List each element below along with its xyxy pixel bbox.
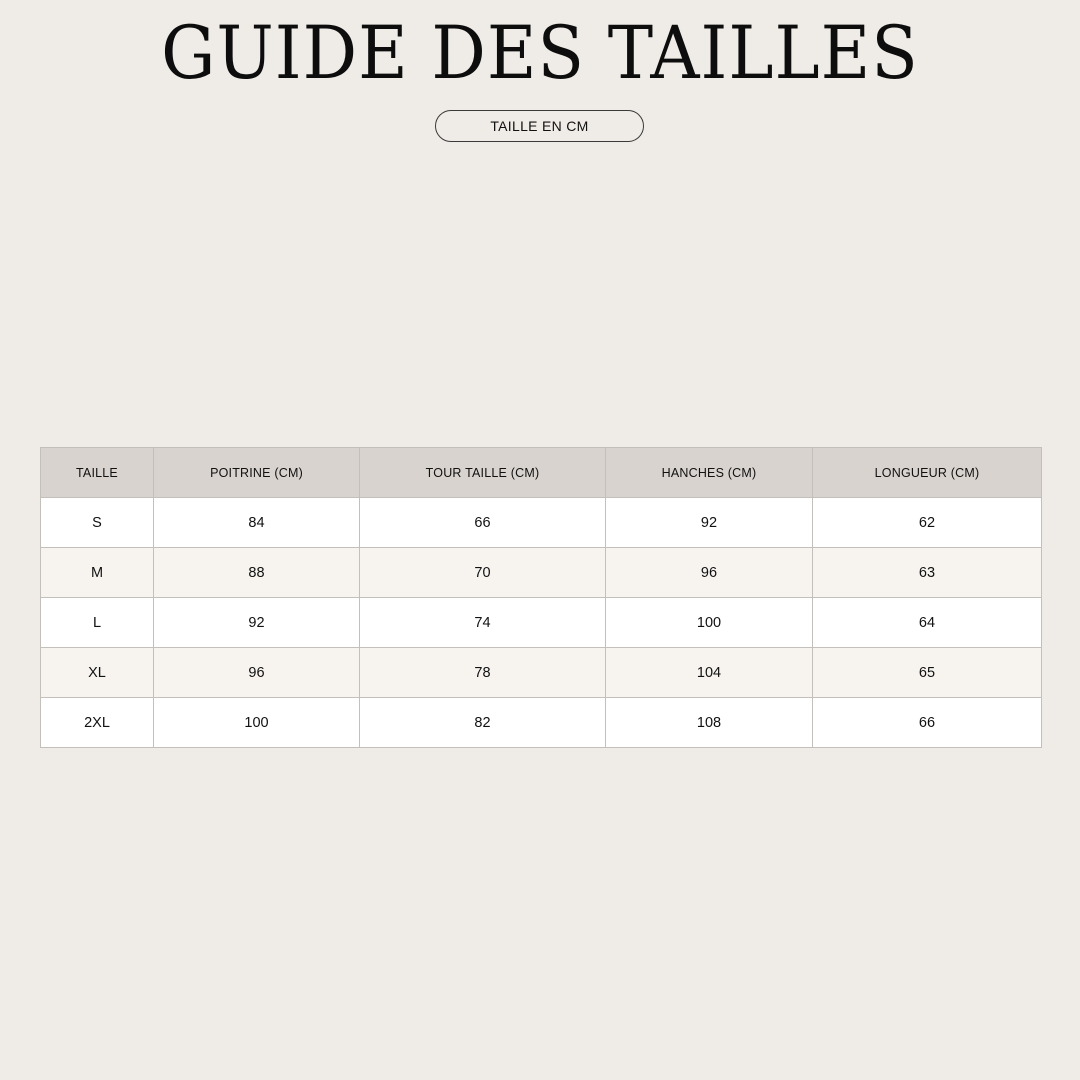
table-row: [41, 598, 1042, 648]
header-chest: POITRINE (CM): [154, 448, 360, 498]
cell-chest: 88: [154, 548, 360, 598]
cell-size: L: [41, 598, 154, 648]
header-length: LONGUEUR (CM): [813, 448, 1042, 498]
table-row: [41, 698, 1042, 748]
cell-hips: 104: [606, 648, 813, 698]
cell-waist: 70: [360, 548, 606, 598]
cell-chest: 92: [154, 598, 360, 648]
unit-badge: [435, 110, 644, 142]
cell-hips: 92: [606, 498, 813, 548]
header-waist: TOUR TAILLE (CM): [360, 448, 606, 498]
cell-length: 62: [813, 498, 1042, 548]
cell-waist: 78: [360, 648, 606, 698]
cell-size: XL: [41, 648, 154, 698]
table-row: [41, 498, 1042, 548]
cell-waist: 74: [360, 598, 606, 648]
cell-chest: 84: [154, 498, 360, 548]
cell-waist: 82: [360, 698, 606, 748]
cell-length: 63: [813, 548, 1042, 598]
size-chart-table: [40, 447, 1042, 748]
cell-size: M: [41, 548, 154, 598]
cell-hips: 108: [606, 698, 813, 748]
cell-length: 64: [813, 598, 1042, 648]
cell-chest: 100: [154, 698, 360, 748]
cell-chest: 96: [154, 648, 360, 698]
cell-size: S: [41, 498, 154, 548]
table-header-row: [41, 448, 1042, 498]
cell-length: 66: [813, 698, 1042, 748]
header-hips: HANCHES (CM): [606, 448, 813, 498]
cell-waist: 66: [360, 498, 606, 548]
page-title: GUIDE DES TAILLES: [161, 10, 919, 97]
cell-size: 2XL: [41, 698, 154, 748]
table-row: [41, 548, 1042, 598]
cell-hips: 96: [606, 548, 813, 598]
unit-badge-label: TAILLE EN CM: [490, 118, 589, 134]
cell-length: 65: [813, 648, 1042, 698]
cell-hips: 100: [606, 598, 813, 648]
header-size: TAILLE: [41, 448, 154, 498]
table-row: [41, 648, 1042, 698]
